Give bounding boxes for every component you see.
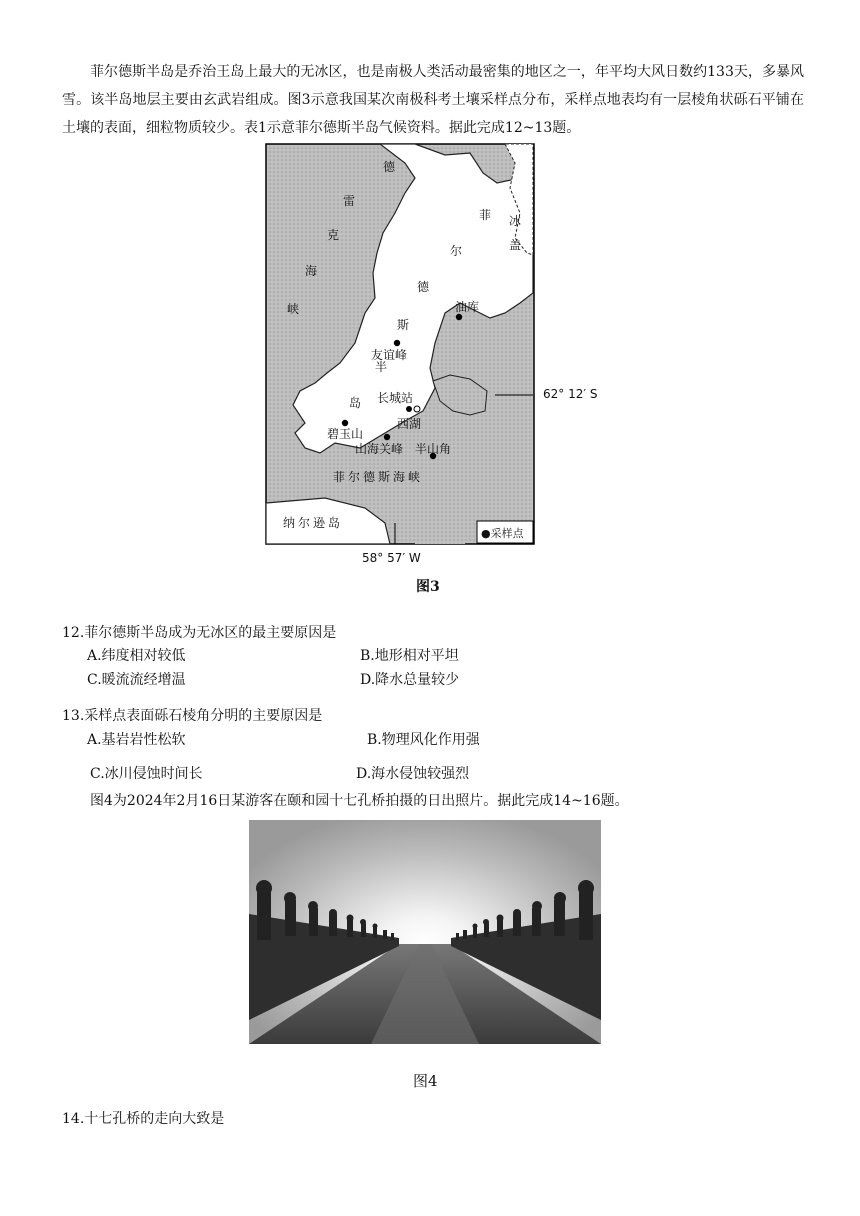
peninsula-label-3: 德 (417, 280, 430, 294)
intro-paragraph: 菲尔德斯半岛是乔治王岛上最大的无冰区，也是南极人类活动最密集的地区之一，年平均大风日数约133天，多暴风雪。该半岛地层主要由玄武岩组成。图3示意我国某次南极科考土壤采样点分布，采样点地表均有一层棱角状砾石平铺在土壤的表面，细粒物质较少。表1示意菲尔德斯半岛气候资料。据此完成12~13题。 (62, 64, 804, 136)
peninsula-label-6: 岛 (349, 396, 362, 410)
drake-label-5: 峡 (287, 302, 300, 316)
map-figure (265, 143, 535, 545)
ice-label-1: 冰 (509, 214, 522, 228)
sample-point-biyu (342, 420, 348, 426)
peninsula-label-2: 尔 (450, 244, 463, 258)
sample-point-shanhai (384, 434, 390, 440)
figure4-caption: 图4 (413, 1072, 438, 1090)
q12-option-d: D.降水总量较少 (360, 672, 460, 688)
bridge-photo-svg (249, 820, 601, 1044)
banshan-cape-label: 半山角 (415, 442, 452, 456)
q12-option-a: A.纬度相对较低 (87, 648, 186, 664)
q14-stem: 14.十七孔桥的走向大致是 (62, 1111, 225, 1127)
map-legend: ●采样点 (481, 527, 524, 540)
friendship-peak-label: 友谊峰 (371, 348, 408, 362)
sample-point-oil (456, 314, 462, 320)
intro2-paragraph: 图4为2024年2月16日某游客在颐和园十七孔桥拍摄的日出照片。据此完成14~16题。 (90, 793, 629, 809)
q13-option-d: D.海水侵蚀较强烈 (356, 766, 470, 782)
peninsula-label-5: 半 (375, 360, 388, 374)
peninsula-label-4: 斯 (397, 318, 410, 332)
q13-option-a: A.基岩岩性松软 (87, 732, 186, 748)
shanhaiguan-peak-label: 山海关峰 (355, 442, 404, 456)
oil-depot-label: 油库 (455, 300, 480, 314)
drake-label-1: 德 (383, 160, 396, 174)
peninsula-label-1: 菲 (479, 208, 492, 222)
drake-label-4: 海 (305, 264, 318, 278)
fildes-strait-label: 菲尔德斯海峡 (333, 470, 424, 484)
westlake-label: 西湖 (397, 417, 422, 431)
q12-stem: 12.菲尔德斯半岛成为无冰区的最主要原因是 (62, 625, 337, 641)
nelson-island-label: 纳尔逊岛 (283, 516, 344, 530)
latitude-label: 62° 12′ S (543, 387, 598, 401)
q13-option-c: C.冰川侵蚀时间长 (90, 766, 203, 782)
greatwall-station-label: 长城站 (377, 391, 414, 405)
longitude-label: 58° 57′ W (362, 551, 421, 565)
figure3-caption: 图3 (416, 579, 440, 595)
q12-option-c: C.暖流流经增温 (87, 672, 186, 688)
map-svg (265, 143, 535, 545)
sample-point-greatwall (406, 406, 412, 412)
drake-label-3: 克 (327, 228, 340, 242)
q13-stem: 13.采样点表面砾石棱角分明的主要原因是 (62, 708, 323, 724)
ice-label-2: 盖 (509, 238, 522, 252)
greatwall-station-marker (414, 406, 420, 412)
drake-label-2: 雷 (343, 194, 356, 208)
sample-point-friend (394, 340, 400, 346)
biyu-mountain-label: 碧玉山 (327, 427, 364, 441)
q13-option-b: B.物理风化作用强 (367, 732, 480, 748)
bridge-photo (249, 820, 601, 1044)
q12-option-b: B.地形相对平坦 (360, 648, 459, 664)
